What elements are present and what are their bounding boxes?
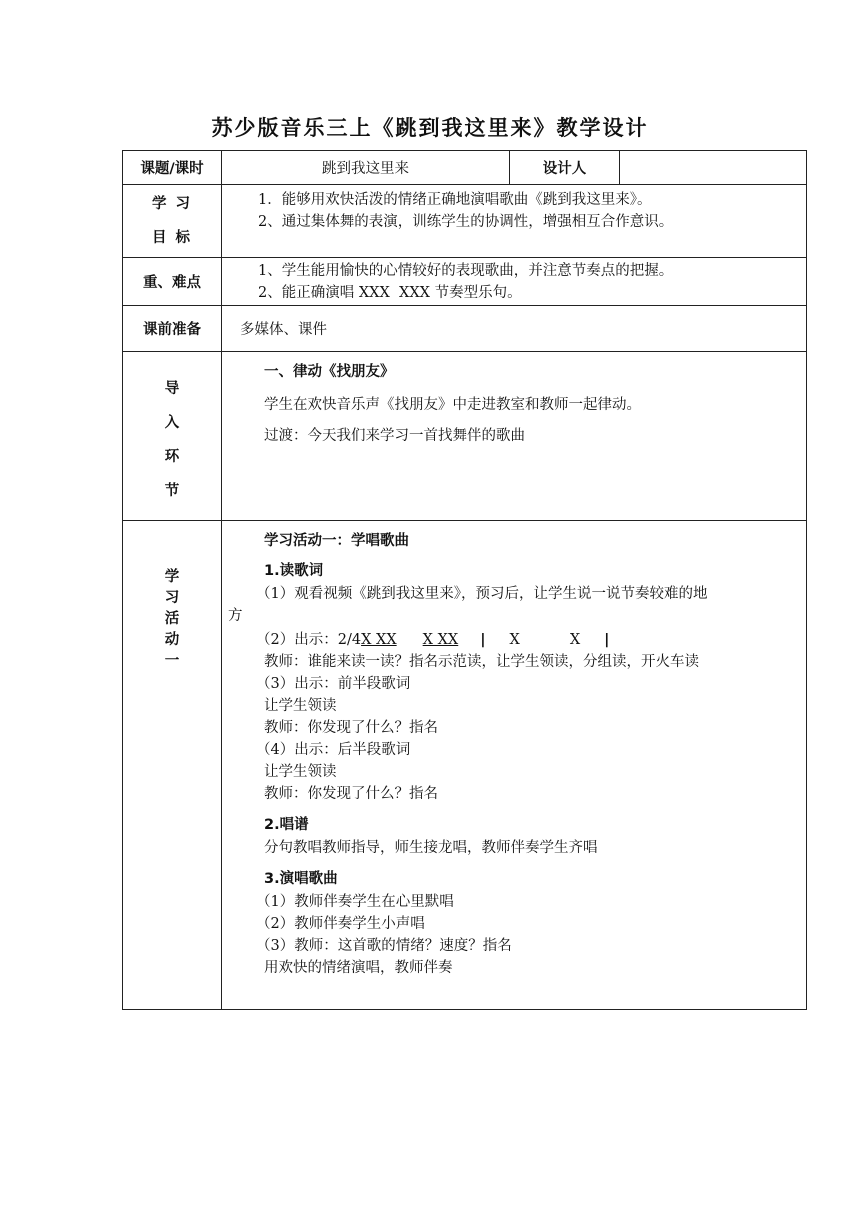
- lesson-plan-table: [122, 150, 807, 1010]
- intro-label-char: 环: [164, 449, 180, 465]
- rhythm-note: X: [509, 632, 520, 648]
- intro-row: [123, 352, 807, 521]
- section2-line: 分句教唱教师指导，师生接龙唱，教师伴奏学生齐唱: [264, 840, 598, 856]
- section1-line: 教师：你发现了什么？指名: [264, 786, 438, 802]
- objectives-content: [222, 185, 807, 258]
- objectives-label-line1: 学 习: [151, 196, 193, 212]
- rhythm-note-group: X XX: [422, 632, 459, 648]
- activity1-label-char: 习: [164, 590, 180, 606]
- preparation-value: 多媒体、课件: [222, 306, 807, 352]
- section1-line: 让学生领读: [264, 764, 337, 780]
- activity1-row: [123, 521, 807, 1010]
- topic-row: [123, 151, 807, 185]
- section3-line: （2）教师伴奏学生小声唱: [256, 916, 425, 932]
- rhythm-note: X: [569, 632, 581, 648]
- section2-heading: 2.唱谱: [264, 817, 309, 833]
- rhythm-note-group: X XX: [361, 632, 397, 648]
- activity1-heading: 学习活动一：学唱歌曲: [264, 533, 409, 549]
- activity1-label-char: 一: [164, 653, 180, 669]
- section1-line: 教师：你发现了什么？指名: [264, 720, 438, 736]
- activity1-label-char: 活: [164, 611, 180, 627]
- key-points-row: [123, 258, 807, 306]
- section1-line: （4）出示：后半段歌词: [256, 742, 411, 758]
- section3-line: （3）教师：这首歌的情绪？速度？指名: [256, 938, 512, 954]
- section3-heading: 3.演唱歌曲: [264, 871, 338, 887]
- section1-line: （1）观看视频《跳到我这里来》，预习后，让学生说一说节奏较难的地: [256, 586, 708, 602]
- objectives-label-line2: 目 标: [151, 230, 193, 246]
- topic-label: 课题/课时: [123, 151, 222, 185]
- rhythm-prefix: （2）出示：2/4: [256, 632, 362, 648]
- intro-label-char: 入: [164, 415, 180, 431]
- key-point-item: 2、能正确演唱 XXX XXX 节奏型乐句。: [258, 285, 522, 301]
- key-point-item: 1、学生能用愉快的心情较好的表现歌曲，并注意节奏点的把握。: [258, 263, 674, 279]
- designer-label: 设计人: [510, 151, 620, 185]
- section1-heading: 1.读歌词: [264, 563, 324, 579]
- intro-line: 学生在欢快音乐声《找朋友》中走进教室和教师一起律动。: [264, 397, 641, 413]
- objectives-label: [123, 185, 222, 258]
- rhythm-line: [256, 629, 806, 651]
- intro-heading: 一、律动《找朋友》: [264, 364, 395, 380]
- rhythm-barline: |: [480, 632, 486, 648]
- section3-line: （1）教师伴奏学生在心里默唱: [256, 894, 454, 910]
- rhythm-barline: |: [604, 632, 610, 648]
- objective-item: 2、通过集体舞的表演，训练学生的协调性，增强相互合作意识。: [258, 214, 674, 230]
- activity1-label-char: 动: [164, 632, 180, 648]
- key-points-label: 重、难点: [123, 258, 222, 306]
- section1-line: （3）出示：前半段歌词: [256, 676, 411, 692]
- key-points-content: [222, 258, 807, 306]
- topic-value: 跳到我这里来: [222, 151, 510, 185]
- intro-content: [222, 352, 807, 521]
- intro-label-char: 导: [164, 381, 180, 397]
- intro-line: 过渡：今天我们来学习一首找舞伴的歌曲: [264, 428, 525, 444]
- activity1-label: [123, 521, 222, 1010]
- intro-label: [123, 352, 222, 521]
- activity1-label-char: 学: [164, 569, 180, 585]
- activity1-content: [222, 521, 807, 1010]
- section1-line: 方: [228, 608, 243, 624]
- document-title: 苏少版音乐三上《跳到我这里来》教学设计: [211, 116, 649, 140]
- designer-value: [620, 151, 807, 185]
- section3-line: 用欢快的情绪演唱，教师伴奏: [264, 960, 453, 976]
- objectives-row: [123, 185, 807, 258]
- preparation-row: [123, 306, 807, 352]
- section1-line: 让学生领读: [264, 698, 337, 714]
- intro-label-char: 节: [164, 483, 180, 499]
- preparation-label: 课前准备: [123, 306, 222, 352]
- section1-line: 教师：谁能来读一读？指名示范读，让学生领读，分组读，开火车读: [264, 654, 699, 670]
- objective-item: 1．能够用欢快活泼的情绪正确地演唱歌曲《跳到我这里来》。: [258, 192, 652, 208]
